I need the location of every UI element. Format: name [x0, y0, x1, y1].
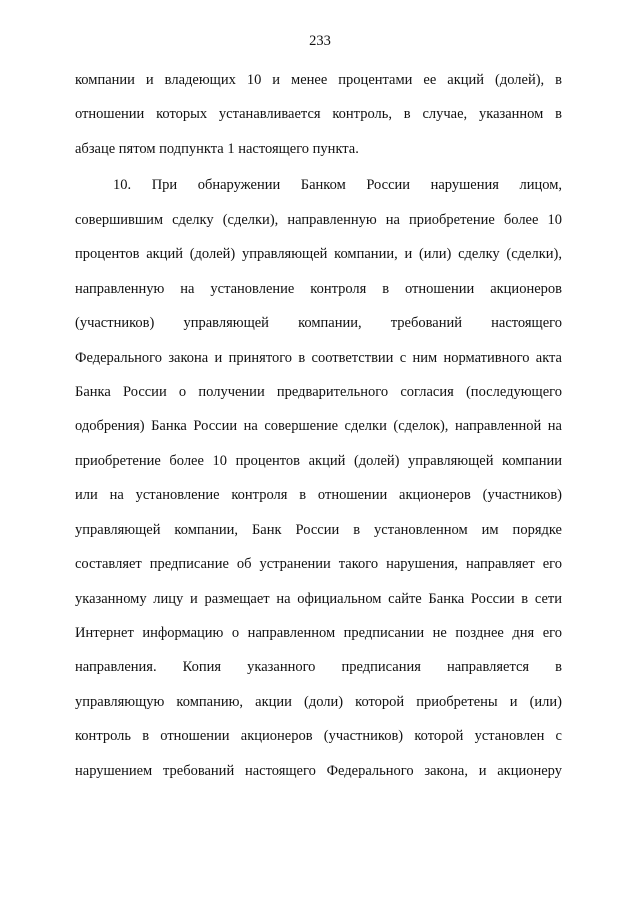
- text-line: направления. Копия указанного предписания направляется в: [75, 659, 562, 676]
- text-line: отношении которых устанавливается контроль, в случае, указанном в: [75, 106, 562, 123]
- text-line: нарушением требований настоящего Федерального закона, и акционеру: [75, 762, 562, 779]
- text-line: 10. При обнаружении Банком России нарушения лицом,: [113, 177, 562, 194]
- page-number: 233: [309, 33, 331, 49]
- text-line: контроль в отношении акционеров (участников) которой установлен с: [75, 728, 562, 745]
- text-line: Интернет информацию о направленном предписании не позднее дня его: [75, 625, 562, 641]
- text-line: или на установление контроля в отношении акционеров (участников): [75, 487, 562, 504]
- paragraph-1: [75, 63, 562, 166]
- text-line: управляющую компанию, акции (доли) которой приобретены и (или): [75, 693, 562, 710]
- text-line: Банка России о получении предварительного согласия (последующего: [75, 383, 562, 400]
- text-line: абзаце пятом подпункта 1 настоящего пункта.: [75, 140, 359, 157]
- paragraph-2: [75, 168, 562, 788]
- text-line: Федерального закона и принятого в соответствии с ним нормативного акта: [75, 349, 562, 366]
- text-line: совершившим сделку (сделки), направленную на приобретение более 10: [75, 211, 562, 228]
- text-line: приобретение более 10 процентов акций (долей) управляющей компании: [75, 452, 562, 469]
- text-line: компании и владеющих 10 и менее процентами ее акций (долей), в: [75, 72, 562, 88]
- text-line: направленную на установление контроля в отношении акционеров: [75, 280, 562, 297]
- text-line: одобрения) Банка России на совершение сделки (сделок), направленной на: [75, 418, 562, 435]
- text-line: (участников) управляющей компании, требований настоящего: [75, 315, 562, 332]
- text-line: процентов акций (долей) управляющей компании, и (или) сделку (сделки),: [75, 246, 562, 263]
- text-line: управляющей компании, Банк России в установленном им порядке: [75, 521, 562, 538]
- text-line: указанному лицу и размещает на официальном сайте Банка России в сети: [75, 590, 562, 607]
- text-line: составляет предписание об устранении такого нарушения, направляет его: [75, 556, 562, 573]
- document-body: [75, 63, 562, 788]
